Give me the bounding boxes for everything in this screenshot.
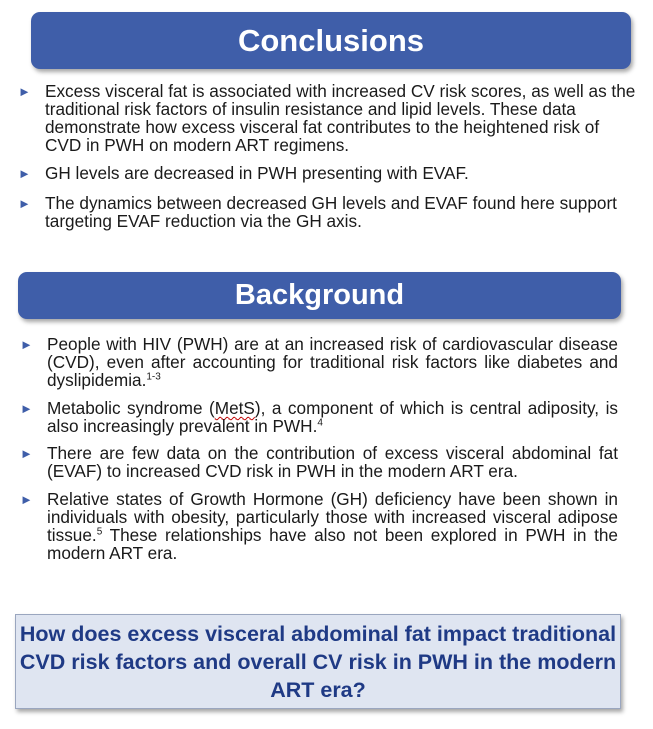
triangle-bullet-icon: ► [20, 492, 33, 507]
triangle-bullet-icon: ► [18, 196, 31, 211]
list-item-text: GH levels are decreased in PWH presenting with EVAF. [45, 163, 469, 183]
list-item [18, 82, 640, 154]
list-item-text: People with HIV (PWH) are at an increased risk of cardiovascular disease (CVD), even after accounting for traditional risk factors like diabetes and dyslipidemia. [47, 334, 618, 390]
research-question-box: How does excess visceral abdominal fat impact traditional CVD risk factors and overall CV risk in PWH in the modern ART era? [15, 614, 621, 709]
list-item [20, 490, 618, 562]
list-item-text: These relationships have also not been explored in PWH in the modern ART era. [47, 525, 618, 563]
list-item-text: Excess visceral fat is associated with increased CV risk scores, as well as the traditional risk factors of insulin resistance and lipid levels. These data demonstrate how excess visceral fat contributes to the heightened risk of CVD in PWH on modern ART regimens. [45, 81, 636, 155]
triangle-bullet-icon: ► [18, 166, 31, 181]
conclusions-heading: Conclusions [31, 12, 631, 69]
triangle-bullet-icon: ► [20, 401, 33, 416]
background-heading: Background [18, 272, 621, 319]
triangle-bullet-icon: ► [20, 446, 33, 461]
citation-ref: 4 [317, 417, 323, 429]
spellcheck-flagged-word: MetS [214, 398, 255, 418]
list-item-text: The dynamics between decreased GH levels and EVAF found here support targeting EVAF reduction via the GH axis. [45, 193, 617, 231]
citation-ref: 1-3 [146, 371, 161, 383]
background-list [20, 335, 618, 572]
list-item-text: Relative states of Growth Hormone (GH) deficiency have been shown in individuals with obesity, particularly those with increased visceral adipose tissue. [47, 489, 618, 545]
triangle-bullet-icon: ► [20, 337, 33, 352]
list-item [18, 164, 640, 182]
list-item-text: ), a component of which is central adiposity, is also increasingly prevalent in PWH. [47, 398, 618, 436]
triangle-bullet-icon: ► [18, 84, 31, 99]
list-item [18, 194, 640, 230]
citation-ref: 5 [96, 526, 103, 538]
list-item [20, 335, 618, 389]
list-item-text: There are few data on the contribution of excess visceral abdominal fat (EVAF) to increased CVD risk in PWH in the modern ART era. [47, 443, 618, 481]
conclusions-list [18, 82, 640, 240]
list-item [20, 399, 618, 435]
list-item-text: Metabolic syndrome ( [47, 398, 215, 418]
list-item [20, 444, 618, 480]
